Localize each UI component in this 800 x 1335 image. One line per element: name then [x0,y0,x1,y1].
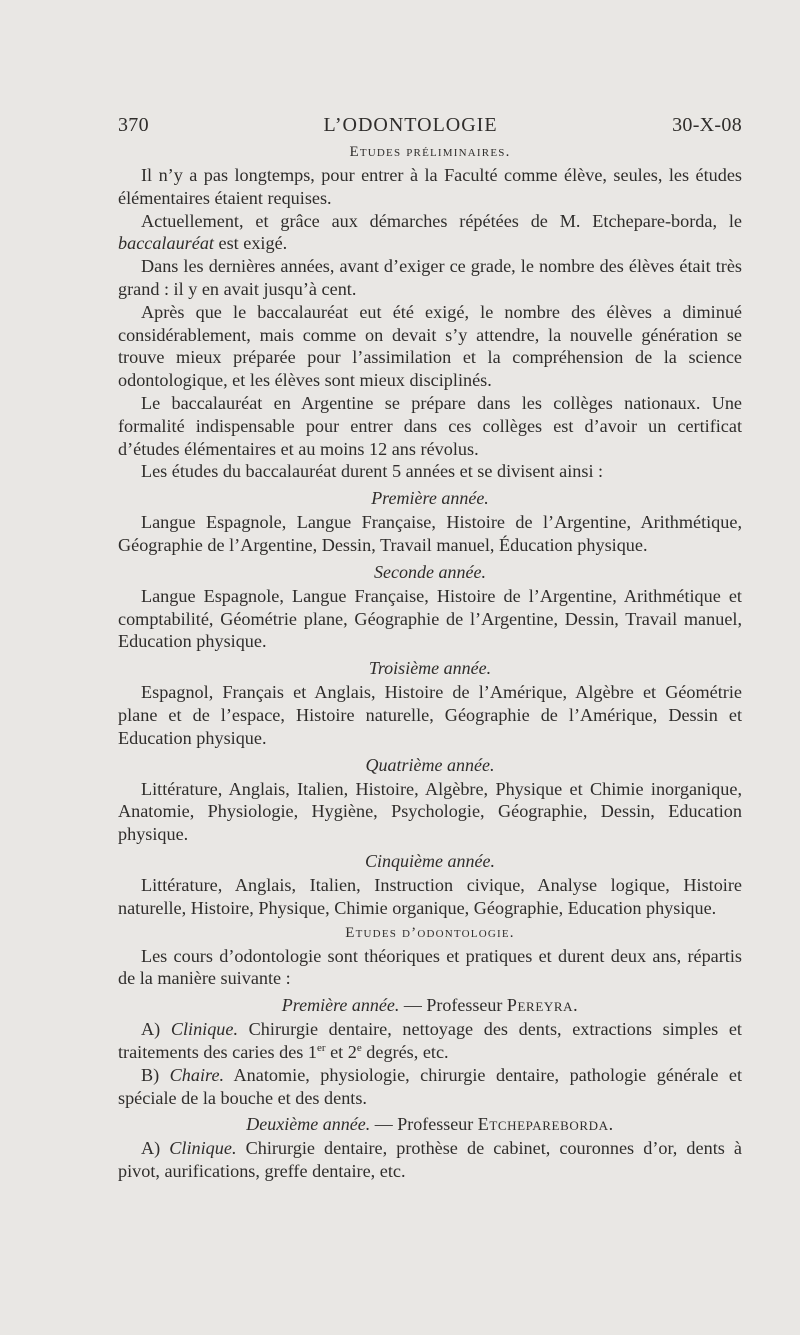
professor-name: Etchepareborda. [477,1114,614,1135]
year-subjects: Langue Espagnole, Langue Française, Histoire de l’Argentine, Arithmétique et comptabilité, Géométrie plane, Géographie de l’Argentine, Dessin, Travail manuel, Education physique. [118,585,742,652]
text-run: Actuellement, et grâce aux démarches répétées de M. Etchepare-borda, le [141,210,742,231]
text-run: Anatomie, physiologie, chirurgie dentaire, pathologie générale et spéciale de la bouche et des dents. [118,1064,742,1108]
journal-title: L’ODONTOLOGIE [323,114,498,136]
section-heading-preliminary: Etudes préliminaires. [349,144,511,160]
item-marker: B) [141,1064,170,1085]
year-heading: Seconde année. [374,561,486,582]
year-subjects: Espagnol, Français et Anglais, Histoire de l’Amérique, Algèbre et Géométrie plane et de l’espace, Histoire naturelle, Géographie de l’Amérique, Dessin et Education physique. [118,682,742,748]
year-heading: Troisième année. [368,658,492,679]
text-run: Chirurgie dentaire, nettoyage des dents, extractions simples et traitements des caries des 1 [118,1019,742,1062]
year-subjects: Langue Espagnole, Langue Française, Histoire de l’Argentine, Arithmétique, Géographie de l’Argentine, Dessin, Travail manuel, Éducation physique. [118,512,742,555]
page-number: 370 [118,114,149,136]
course-item [118,1018,742,1064]
year-subjects: Littérature, Anglais, Italien, Histoire, Algèbre, Physique et Chimie inorganique, Anatomie, Physiologie, Hygiène, Psychologie, Géographie, Dessin, Education physique. [118,778,742,845]
superscript: er [316,1041,326,1054]
emphasis: Clinique. [170,1019,239,1040]
course-year-heading [118,993,742,1017]
issue-date: 30-X-08 [672,114,742,136]
professor-prefix: — Professeur [370,1114,478,1135]
text-run: Chirurgie dentaire, prothèse de cabinet, couronnes d’or, dents à pivot, aurifications, greffe dentaire, etc. [118,1138,742,1182]
item-marker: A) [141,1019,171,1040]
year-heading: Cinquième année. [365,850,495,871]
year-label: Première année. [281,995,400,1016]
emphasis: baccalauréat [118,233,214,254]
text-run: degrés, etc. [361,1041,449,1062]
text-run: est exigé. [213,233,288,254]
paragraph: Après que le baccalauréat eut été exigé, le nombre des élèves a diminué considérablement, mais comme on devait s’y attendre, la nouvelle génération se trouve mieux préparée pour l’assimilation et la compréhension de la science odontologique, et les élèves sont mieux disciplinés. [118,301,742,391]
paragraph: Il n’y a pas longtemps, pour entrer à la Faculté comme élève, seules, les études élémentaires étaient requises. [118,165,742,208]
running-header [118,111,742,139]
course-year-heading [118,1112,742,1136]
paragraph: Le baccalauréat en Argentine se prépare dans les collèges nationaux. Une formalité indispensable pour entrer dans ces collèges est d’avoir un certificat d’études élémentaires et au moins 12 ans révolus. [118,392,742,459]
year-subjects: Littérature, Anglais, Italien, Instruction civique, Analyse logique, Histoire naturelle, Histoire, Physique, Chimie organique, Géographie, Education physique. [118,874,742,918]
professor-prefix: — Professeur [399,995,507,1016]
year-label: Deuxième année. [246,1114,371,1135]
section-heading-odontology: Etudes d’odontologie. [345,924,515,941]
superscript: e [356,1041,362,1054]
paragraph: Les cours d’odontologie sont théoriques et pratiques et durent deux ans, répartis de la manière suivante : [118,945,742,989]
year-heading: Première année. [371,488,489,509]
emphasis: Chaire. [169,1064,225,1085]
professor-name: Pereyra. [506,995,579,1016]
text-run: et 2 [325,1041,357,1062]
text-column [118,111,742,1183]
year-heading: Quatrième année. [365,754,495,775]
course-item [118,1137,742,1183]
emphasis: Clinique. [169,1138,237,1159]
course-item [118,1064,742,1110]
paragraph: Les études du baccalauréat durent 5 années et se divisent ainsi : [141,461,604,482]
paragraph [118,210,742,256]
item-marker: A) [141,1138,170,1159]
paragraph: Dans les dernières années, avant d’exiger ce grade, le nombre des élèves était très grand : il y en avait jusqu’à cent. [118,256,742,299]
